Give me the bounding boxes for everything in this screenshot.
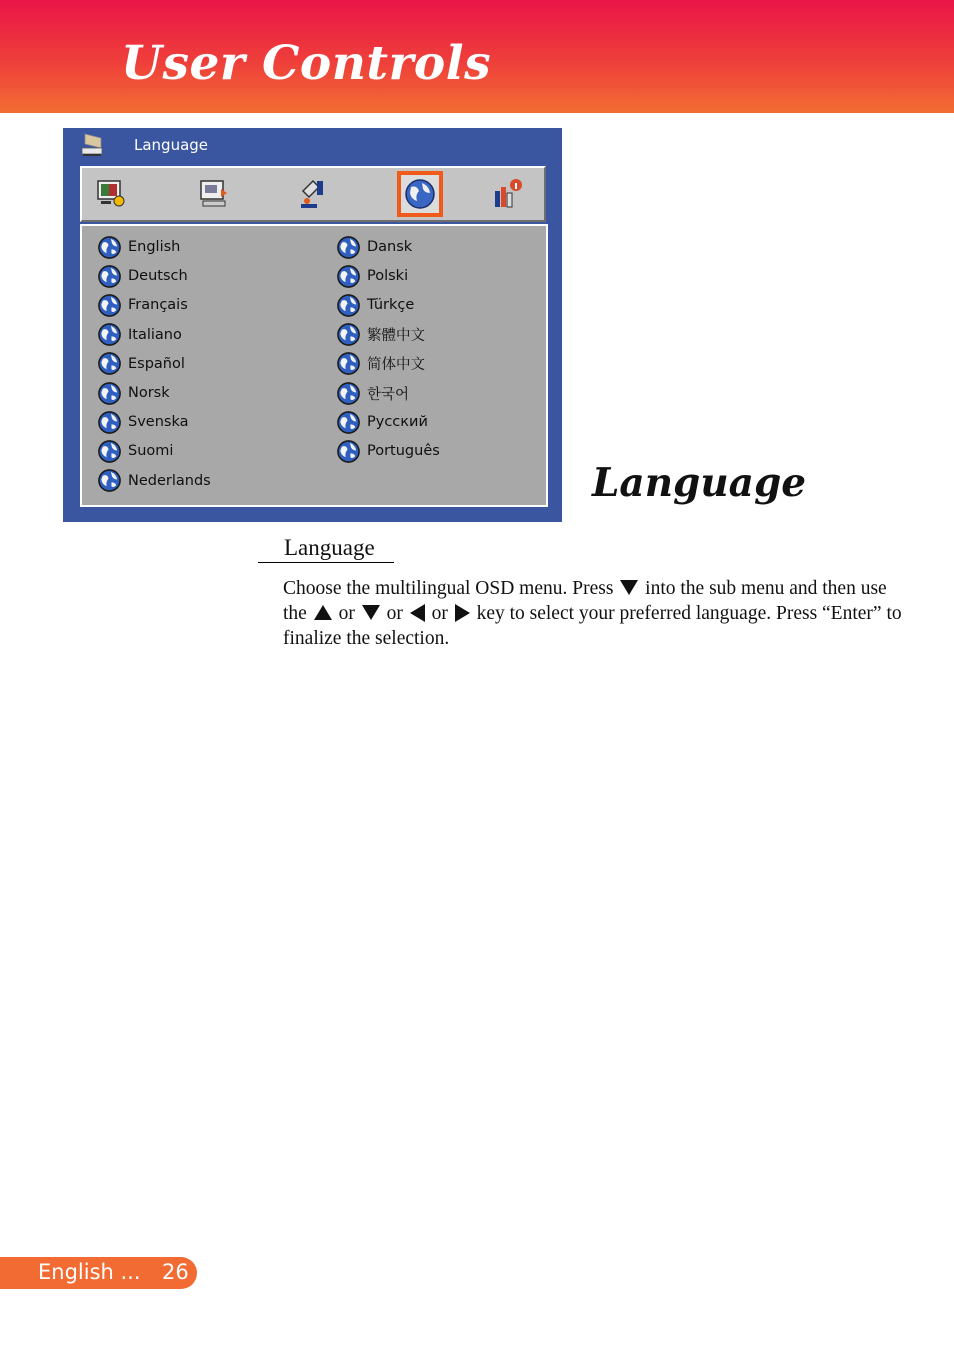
globe-icon: [97, 468, 122, 493]
globe-icon: [336, 351, 361, 376]
globe-icon: [97, 351, 122, 376]
section-heading: Language: [592, 460, 807, 506]
globe-icon: [97, 439, 122, 464]
page-number: 26: [162, 1260, 189, 1284]
globe-icon: [336, 439, 361, 464]
language-option[interactable]: [97, 263, 188, 289]
language-option[interactable]: [336, 409, 428, 435]
information-icon: [491, 177, 525, 211]
language-option-label: Norsk: [128, 385, 170, 401]
globe-icon: [97, 264, 122, 289]
tab-image[interactable]: [92, 174, 132, 214]
header-title: User Controls: [121, 36, 492, 91]
language-globe-icon: [403, 177, 437, 211]
globe-icon: [97, 293, 122, 318]
globe-icon: [97, 410, 122, 435]
display-settings-icon: [197, 177, 231, 211]
globe-icon: [336, 293, 361, 318]
language-option[interactable]: [97, 292, 188, 318]
language-option[interactable]: [336, 380, 409, 406]
language-option[interactable]: [97, 234, 180, 260]
left-arrow-icon: [410, 604, 425, 622]
setup-icon: [295, 177, 329, 211]
language-option[interactable]: [336, 351, 425, 377]
language-option[interactable]: [97, 438, 173, 464]
globe-icon: [336, 410, 361, 435]
tab-setup[interactable]: [292, 174, 332, 214]
description-text: Choose the multilingual OSD menu. Press into the sub menu and then use the or or or key to select your preferred language. Press “Enter” to finalize the selection.: [283, 578, 902, 649]
tab-information[interactable]: [488, 174, 528, 214]
tab-language[interactable]: [397, 171, 443, 217]
language-option-label: Français: [128, 297, 188, 314]
language-option[interactable]: [336, 292, 414, 318]
language-option-label: Deutsch: [128, 268, 188, 285]
up-arrow-icon: [314, 605, 332, 620]
right-arrow-icon: [455, 604, 470, 622]
language-option[interactable]: [336, 234, 412, 260]
language-option-label: English: [128, 239, 181, 255]
language-option-label: Svenska: [128, 414, 189, 431]
osd-menu-screenshot: [63, 128, 562, 522]
footer-language: English ...: [38, 1260, 141, 1284]
globe-icon: [97, 235, 122, 260]
language-option-label: Nederlands: [128, 472, 211, 489]
language-option-label: Dansk: [367, 239, 413, 255]
osd-title: Language: [134, 136, 209, 154]
projector-icon: [79, 132, 105, 158]
language-option[interactable]: [97, 409, 188, 435]
globe-icon: [336, 264, 361, 289]
language-option[interactable]: [97, 322, 182, 348]
globe-icon: [97, 322, 122, 347]
language-option[interactable]: [97, 351, 185, 377]
down-arrow-icon: [620, 580, 638, 595]
language-option[interactable]: [336, 322, 425, 348]
language-option[interactable]: [336, 263, 408, 289]
tab-display[interactable]: [194, 174, 234, 214]
language-option-label: 繁體中文: [367, 328, 425, 345]
language-option-label: Italiano: [128, 326, 182, 343]
language-option-label: Русский: [367, 414, 428, 431]
language-list: [80, 224, 548, 507]
language-option-label: Suomi: [128, 443, 174, 460]
subheading-text: Language: [284, 535, 375, 560]
globe-icon: [97, 381, 122, 406]
down-arrow-icon: [362, 605, 380, 620]
language-option-label: Português: [367, 443, 440, 460]
image-settings-icon: [95, 177, 129, 211]
language-option-label: 한국어: [367, 386, 410, 403]
language-option[interactable]: [97, 380, 170, 406]
globe-icon: [336, 322, 361, 347]
language-option-label: Español: [128, 355, 185, 372]
language-option-label: Polski: [367, 268, 409, 285]
page-header: [0, 0, 954, 113]
globe-icon: [336, 381, 361, 406]
language-option[interactable]: [336, 438, 440, 464]
language-option-label: Türkçe: [367, 297, 415, 314]
subheading: [258, 534, 394, 563]
globe-icon: [336, 235, 361, 260]
osd-tab-bar: [80, 166, 546, 222]
page-footer: [0, 1257, 197, 1289]
language-option-label: 简体中文: [367, 357, 425, 374]
language-option[interactable]: [97, 468, 211, 494]
